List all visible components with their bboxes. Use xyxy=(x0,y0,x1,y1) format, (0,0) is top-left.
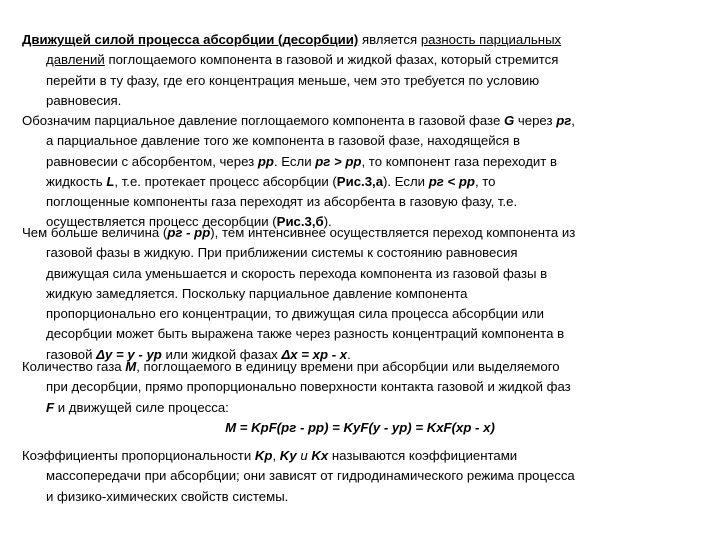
text-span: , xyxy=(571,113,575,128)
text-line: поглощенные компоненты газа переходят из абсорбента в газовую фазу, т.е. xyxy=(46,194,518,210)
figure-ref: Рис.3,б xyxy=(276,214,324,230)
text-span: через xyxy=(514,113,557,128)
text-line: газовой фазы в жидкую. При приближении системы к состоянию равновесия xyxy=(46,245,518,261)
text-line xyxy=(22,357,698,377)
symbol-pg: pг xyxy=(556,113,572,128)
text-line xyxy=(22,223,698,243)
paragraph-partial-pressure xyxy=(22,111,698,233)
text-line xyxy=(22,398,698,418)
text-line: массопередачи при абсорбции; они зависят от гидродинамического режима процесса xyxy=(46,468,575,484)
symbol-g: G xyxy=(503,113,515,128)
text-line: жидкую замедляется. Поскольку парциальное давление компонента xyxy=(46,285,468,301)
text-line: пропорционально его концентрации, то движущая сила процесса абсорбции или xyxy=(46,306,545,322)
text-span: ). Если xyxy=(383,173,429,189)
underlined-term: разность парциальных xyxy=(420,32,562,47)
text-span: жидкость xyxy=(46,173,107,189)
text-line: десорбции может быть выражена также через разность концентраций компонента в xyxy=(46,326,565,342)
text-span: Обозначим парциальное давление поглощаемого компонента в газовой фазе xyxy=(22,113,504,128)
symbol-l: L xyxy=(106,173,115,189)
paragraph-coefficients xyxy=(22,446,698,507)
delta-y-formula: Δy = y - yр xyxy=(96,346,162,362)
text-span: и xyxy=(296,448,312,463)
difference-term: pг - pр xyxy=(167,225,211,240)
symbol-pr: pр xyxy=(257,153,274,169)
text-span: и движущей силе процесса: xyxy=(54,399,229,415)
text-span: , т.е. протекает процесс абсорбции ( xyxy=(114,173,337,189)
figure-ref: Рис.3,а xyxy=(336,173,384,189)
text-span: осуществляется процесс десорбции ( xyxy=(46,214,277,230)
text-span: , поглощаемого в единицу времени при абсорбции или выделяемого xyxy=(136,359,560,374)
text-span: ). xyxy=(323,214,332,230)
text-span: Чем больше величина ( xyxy=(22,225,168,240)
text-line xyxy=(22,30,698,50)
text-line: а парциальное давление того же компонента в газовой фазе, находящейся в xyxy=(46,133,520,149)
bold-term: Движущей силой процесса абсорбции (десорбции) xyxy=(22,32,359,47)
text-line xyxy=(22,172,698,192)
text-line: движущая сила уменьшается и скорость перехода компонента из газовой фазы в xyxy=(46,265,548,281)
text-span: ), тем интенсивнее осуществляется переход компонента из xyxy=(210,225,576,240)
text-span: , xyxy=(272,448,280,463)
paragraph-gas-quantity xyxy=(22,357,698,418)
text-span: , то компонент газа переходит в xyxy=(361,153,557,169)
text-span: , то xyxy=(474,173,496,189)
underlined-term: давлений xyxy=(46,52,105,68)
text-span: является xyxy=(358,32,421,47)
text-line xyxy=(22,50,698,70)
text-span: . Если xyxy=(273,153,316,169)
text-line xyxy=(22,152,698,172)
symbol-kp: Kр xyxy=(254,448,273,463)
text-line xyxy=(22,446,698,466)
text-line: и физико-химических свойств системы. xyxy=(46,488,289,504)
mass-transfer-formula: M = KрF(pг - pр) = KyF(y - yр) = KxF(xр - x) xyxy=(225,420,495,435)
symbol-ky: Ky xyxy=(279,448,297,463)
text-span: Количество газа xyxy=(22,359,126,374)
text-line: равновесия. xyxy=(46,92,122,108)
text-line xyxy=(22,111,698,131)
text-span: газовой xyxy=(46,346,97,362)
inequality: pг < pр xyxy=(428,173,475,189)
inequality: pг > pр xyxy=(315,153,362,169)
symbol-kx: Kx xyxy=(311,448,329,463)
text-span: или жидкой фазах xyxy=(161,346,282,362)
paragraph-intensity xyxy=(22,223,698,365)
symbol-m: M xyxy=(125,359,137,374)
text-span: Коэффициенты пропорциональности xyxy=(22,448,255,463)
symbol-f: F xyxy=(46,399,55,415)
text-line: перейти в ту фазу, где его концентрация меньше, чем это требуется по условию xyxy=(46,72,540,88)
paragraph-driving-force xyxy=(22,30,698,111)
text-span: . xyxy=(347,346,351,362)
text-span: поглощаемого компонента в газовой и жидкой фазах, который стремится xyxy=(104,52,559,68)
text-line: при десорбции, прямо пропорционально поверхности контакта газовой и жидкой фаз xyxy=(46,379,571,395)
delta-x-formula: Δx = xр - x xyxy=(281,346,348,362)
text-span: называются коэффициентами xyxy=(328,448,518,463)
text-span: равновесии с абсорбентом, через xyxy=(46,153,258,169)
